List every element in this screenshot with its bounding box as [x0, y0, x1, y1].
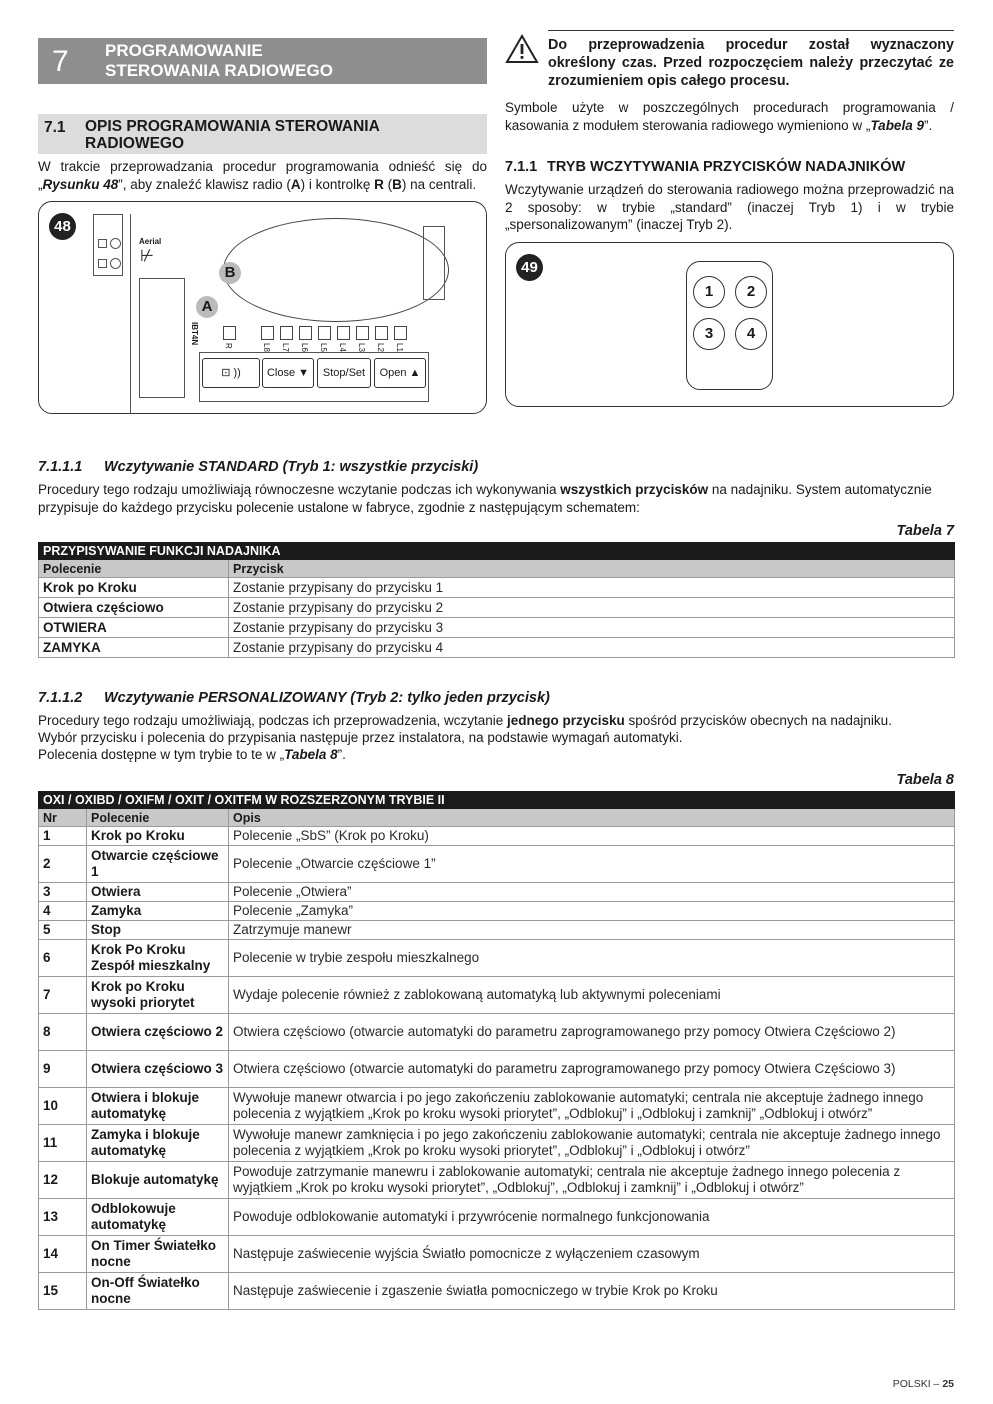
description-cell: Następuje zaświecenie wyjścia Światło pomocnicze z wyłączeniem czasowym	[229, 1236, 955, 1273]
table-row	[39, 1273, 955, 1310]
section-7-1-1-heading: 7.1.1 TRYB WCZYTYWANIA PRZYCISKÓW NADAJNIKÓW	[505, 159, 906, 175]
remote-button-1[interactable]: 1	[693, 276, 725, 308]
description-cell: Następuje zaświecenie i zgaszenie światła pomocniczego w trybie Krok po Kroku	[229, 1273, 955, 1310]
description-cell: Polecenie „Zamyka”	[229, 902, 955, 921]
description-cell: Wydaje polecenie również z zablokowaną automatyką lub aktywnymi poleceniami	[229, 977, 955, 1014]
open-button[interactable]: Open ▲	[374, 358, 426, 388]
section-7-1-1-1-text: Procedury tego rodzaju umożliwiają równoczesne wczytanie podczas ich wykonywania wszystkich przycisków na nadajniku. System automatycznie przypisuje do każdego przycisku polecenie ustalone w fabryce, zgodnie z następującym schematem:	[38, 482, 932, 515]
column-header: Przycisk	[229, 560, 955, 578]
table-8-caption: Tabela 8	[896, 772, 954, 788]
command-cell: Otwarcie częściowe 1	[87, 846, 229, 883]
command-cell: Otwiera i blokuje automatykę	[87, 1088, 229, 1125]
table-title: PRZYPISYWANIE FUNKCJI NADAJNIKA	[39, 543, 955, 560]
table-row	[39, 921, 955, 940]
table-row	[39, 618, 955, 638]
number-cell: 9	[39, 1051, 87, 1088]
number-cell: 8	[39, 1014, 87, 1051]
column-header: Opis	[229, 809, 955, 827]
column-header: Polecenie	[87, 809, 229, 827]
description-cell: Polecenie „SbS” (Krok po Kroku)	[229, 827, 955, 846]
description-cell: Otwiera częściowo (otwarcie automatyki do parametru zaprogramowanego przy pomocy Otwiera Częściowo 3)	[229, 1051, 955, 1088]
led-label: L6	[300, 343, 309, 352]
number-cell: 4	[39, 902, 87, 921]
led-indicator	[299, 326, 312, 340]
callout-b: B	[219, 262, 241, 284]
led-label: L7	[281, 343, 290, 352]
command-cell: Stop	[87, 921, 229, 940]
table-row	[39, 1125, 955, 1162]
command-cell: On Timer Światełko nocne	[87, 1236, 229, 1273]
warning-rule	[548, 30, 954, 31]
table-row	[39, 827, 955, 846]
section-7-1-1-1-heading: 7.1.1.1 Wczytywanie STANDARD (Tryb 1: wszystkie przyciski)	[38, 459, 479, 475]
callout-a: A	[196, 296, 218, 318]
description-cell: Powoduje zatrzymanie manewru i zablokowanie automatyki; centrala nie akceptuje żadnego innego polecenia z wyjątkiem „Krok po kroku wysoki priorytet”, „Odblokuj”, „Odblokuj i zamknij” i „Odblokuj i otwórz”	[229, 1162, 955, 1199]
description-cell: Otwiera częściowo (otwarcie automatyki do parametru zaprogramowanego przy pomocy Otwiera Częściowo 2)	[229, 1014, 955, 1051]
table-row	[39, 940, 955, 977]
warning-icon	[505, 34, 539, 64]
command-cell: Otwiera	[87, 883, 229, 902]
chapter-title: PROGRAMOWANIE STEROWANIA RADIOWEGO	[105, 41, 333, 80]
number-cell: 6	[39, 940, 87, 977]
table-row	[39, 883, 955, 902]
table-row	[39, 846, 955, 883]
led-indicator	[261, 326, 274, 340]
board-edge	[130, 214, 131, 414]
description-cell: Wywołuje manewr zamknięcia i po jego zakończeniu zablokowanie automatyki; centrala nie akceptuje żadnego innego polecenia z wyjątkiem „Krok po kroku wysoki priorytet”, „Odblokuj” i „Odblokuj i otwórz”	[229, 1125, 955, 1162]
number-cell: 7	[39, 977, 87, 1014]
section-7-1-1-2-line3: Polecenia dostępne w tym trybie to te w „Tabela 8”.	[38, 747, 346, 762]
table-7-caption: Tabela 7	[896, 523, 954, 539]
stop-set-button[interactable]: Stop/Set	[317, 358, 371, 388]
section-7-1-1-2-heading: 7.1.1.2 Wczytywanie PERSONALIZOWANY (Tryb 2: tylko jeden przycisk)	[38, 690, 550, 706]
figure-badge: 48	[49, 213, 76, 240]
number-cell: 10	[39, 1088, 87, 1125]
command-cell: On-Off Światełko nocne	[87, 1273, 229, 1310]
table-row	[39, 977, 955, 1014]
ibt4n-label: IBT4N	[190, 322, 199, 346]
table-row	[39, 598, 955, 618]
command-cell: Zamyka	[87, 902, 229, 921]
number-cell: 11	[39, 1125, 87, 1162]
section-7-1-1-text: Wczytywanie urządzeń do sterowania radiowego można przeprowadzić na 2 sposoby: w trybie „standard” (inaczej Tryb 1) i w trybie „spersonalizowanym” (inaczej Tryb 2).	[505, 182, 954, 233]
description-cell: Powoduje odblokowanie automatyki i przywrócenie normalnego funkcjonowania	[229, 1199, 955, 1236]
command-cell: Otwiera częściowo	[39, 598, 229, 618]
column-header: Polecenie	[39, 560, 229, 578]
number-cell: 1	[39, 827, 87, 846]
remote-button-2[interactable]: 2	[735, 276, 767, 308]
command-cell: Otwiera częściowo 3	[87, 1051, 229, 1088]
led-indicator	[337, 326, 350, 340]
section-7-1-1-2-line2: Wybór przycisku i polecenia do przypisania następuje przez instalatora, na podstawie wymagań automatyki.	[38, 730, 683, 745]
table-row	[39, 1162, 955, 1199]
command-cell: OTWIERA	[39, 618, 229, 638]
description-cell: Zatrzymuje manewr	[229, 921, 955, 940]
button-cell: Zostanie przypisany do przycisku 1	[229, 578, 955, 598]
command-cell: Zamyka i blokuje automatykę	[87, 1125, 229, 1162]
led-label: R	[224, 343, 233, 349]
table-row	[39, 638, 955, 658]
aerial-label: Aerial	[139, 237, 162, 246]
command-cell: Krok Po Kroku Zespół mieszkalny	[87, 940, 229, 977]
section-7-1-1-2-line1: Procedury tego rodzaju umożliwiają, podczas ich przeprowadzenia, wczytanie jednego przycisku spośród przycisków obecnych na nadajniku.	[38, 713, 892, 728]
table-row	[39, 1088, 955, 1125]
number-cell: 5	[39, 921, 87, 940]
led-label: L3	[357, 343, 366, 352]
terminal-block	[93, 214, 123, 276]
remote-button-3[interactable]: 3	[693, 318, 725, 350]
figure-badge: 49	[516, 254, 543, 281]
button-cell: Zostanie przypisany do przycisku 2	[229, 598, 955, 618]
command-cell: Otwiera częściowo 2	[87, 1014, 229, 1051]
radio-button[interactable]: ⊡ ))	[202, 358, 260, 388]
command-cell: Krok po Kroku	[39, 578, 229, 598]
table-8	[38, 791, 955, 1310]
number-cell: 3	[39, 883, 87, 902]
section-7-1-header	[38, 114, 487, 154]
table-row	[39, 1014, 955, 1051]
figure-49-remote	[505, 242, 954, 407]
figure-48-control-board	[38, 201, 487, 414]
chapter-number: 7	[52, 45, 69, 78]
description-cell: Wywołuje manewr otwarcia i po jego zakończeniu zablokowanie automatyki; centrala nie akceptuje żadnego innego polecenia z wyjątkiem „Krok po kroku wysoki priorytet”, „Odblokuj” i „Odblokuj i zamknij” „Odblokuj i otwórz”	[229, 1088, 955, 1125]
led-label: L8	[262, 343, 271, 352]
led-indicator	[223, 326, 236, 340]
description-cell: Polecenie w trybie zespołu mieszkalnego	[229, 940, 955, 977]
remote-body	[686, 261, 773, 390]
page-footer: POLSKI – 25	[892, 1378, 954, 1390]
chapter-header	[38, 38, 487, 84]
number-cell: 15	[39, 1273, 87, 1310]
column-header: Nr	[39, 809, 87, 827]
description-cell: Polecenie „Otwarcie częściowe 1”	[229, 846, 955, 883]
led-indicator	[375, 326, 388, 340]
remote-button-4[interactable]: 4	[735, 318, 767, 350]
led-indicator	[356, 326, 369, 340]
led-label: L5	[319, 343, 328, 352]
number-cell: 13	[39, 1199, 87, 1236]
command-cell: Blokuje automatykę	[87, 1162, 229, 1199]
aerial-icon: ⊬	[140, 248, 154, 265]
table-row	[39, 902, 955, 921]
section-title: OPIS PROGRAMOWANIA STEROWANIA RADIOWEGO	[85, 118, 380, 152]
table-row	[39, 578, 955, 598]
table-row	[39, 1236, 955, 1273]
led-label: L2	[376, 343, 385, 352]
number-cell: 2	[39, 846, 87, 883]
button-cell: Zostanie przypisany do przycisku 3	[229, 618, 955, 638]
led-indicator	[280, 326, 293, 340]
table-row	[39, 1051, 955, 1088]
command-cell: Krok po Kroku	[87, 827, 229, 846]
warning-text: Do przeprowadzenia procedur został wyznaczony określony czas. Przed rozpoczęciem należy przeczytać ze zrozumieniem opis całego procesu.	[548, 37, 954, 89]
section-7-1-text: W trakcie przeprowadzania procedur programowania odnieść się do „Rysunku 48”, aby znaleźć klawisz radio (A) i kontrolkę R (B) na centrali.	[38, 159, 487, 192]
table-7	[38, 542, 955, 658]
table-title: OXI / OXIBD / OXIFM / OXIT / OXITFM W ROZSZERZONYM TRYBIE II	[39, 792, 955, 809]
symbols-text: Symbole użyte w poszczególnych procedurach programowania / kasowania z modułem sterowania radiowego wymieniono w „Tabela 9”.	[505, 100, 954, 133]
close-button[interactable]: Close ▼	[262, 358, 314, 388]
button-cell: Zostanie przypisany do przycisku 4	[229, 638, 955, 658]
command-cell: ZAMYKA	[39, 638, 229, 658]
command-cell: Krok po Kroku wysoki priorytet	[87, 977, 229, 1014]
display-oval	[223, 218, 449, 322]
relay-block	[139, 278, 185, 398]
section-number: 7.1	[44, 119, 66, 136]
command-cell: Odblokowuje automatykę	[87, 1199, 229, 1236]
connector	[423, 226, 445, 300]
description-cell: Polecenie „Otwiera”	[229, 883, 955, 902]
number-cell: 12	[39, 1162, 87, 1199]
led-indicator	[394, 326, 407, 340]
number-cell: 14	[39, 1236, 87, 1273]
led-label: L1	[395, 343, 404, 352]
led-label: L4	[338, 343, 347, 352]
table-row	[39, 1199, 955, 1236]
led-indicator	[318, 326, 331, 340]
